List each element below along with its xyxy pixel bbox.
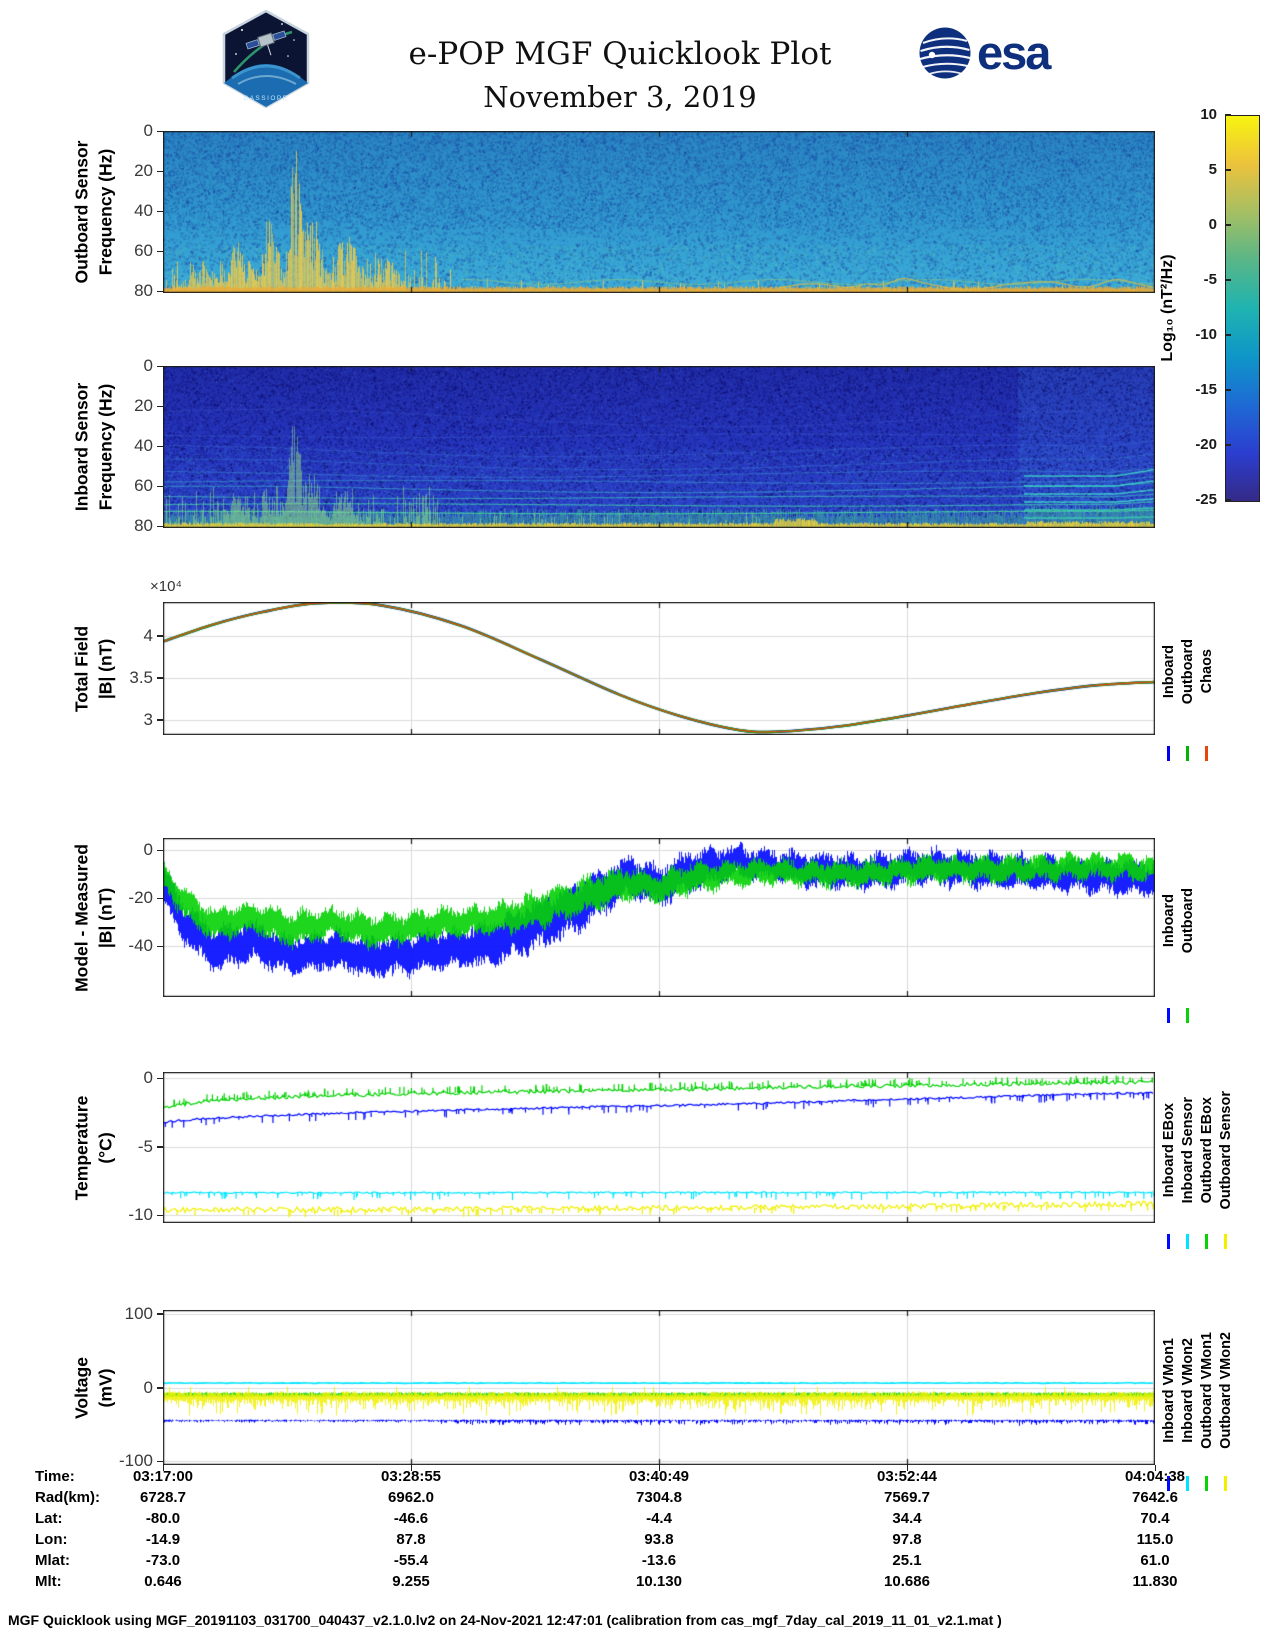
voltage-plot	[163, 1310, 1155, 1465]
legend-entry-inboard-ebox	[1160, 1072, 1177, 1249]
model-minus-measured-panel	[163, 838, 1155, 997]
legend-entry-inboard-vmon2	[1179, 1310, 1196, 1491]
outboard-spectrogram-ytick-40: 40	[134, 201, 153, 220]
esa-logo	[918, 26, 1049, 80]
outboard-spectrogram-ytick-20: 20	[134, 161, 153, 180]
total-field-ylabel-line1: Total Field	[71, 625, 92, 712]
total-field-plot	[163, 602, 1155, 735]
table-cell: 97.8	[892, 1531, 922, 1548]
table-cell: 87.8	[396, 1531, 426, 1548]
temperature-ytick--10: -10	[128, 1205, 153, 1225]
outboard-spectrogram-plot	[163, 131, 1155, 293]
table-cell: -80.0	[145, 1510, 181, 1527]
colorbar-tick--15: -15	[1195, 381, 1217, 398]
colorbar-tick--5: -5	[1203, 271, 1217, 288]
table-cell: 25.1	[892, 1552, 922, 1569]
legend-color-dash	[1186, 746, 1189, 761]
legend-label: Outboard VMon1	[1198, 1332, 1215, 1449]
legend-color-dash	[1205, 1234, 1208, 1249]
total-field-ytick-3: 3	[143, 709, 153, 729]
voltage-legend	[1160, 1310, 1234, 1491]
colorbar-tickmark	[1225, 169, 1231, 171]
legend-entry-outboard	[1179, 838, 1196, 1023]
legend-label: Inboard	[1160, 893, 1177, 948]
voltage-ytick-0: 0	[143, 1377, 153, 1397]
model-minus-measured-ytick--20: -20	[128, 888, 153, 908]
table-cell: 0.646	[144, 1573, 182, 1590]
total-field-ytick-3.5: 3.5	[129, 667, 153, 687]
temperature-legend	[1160, 1072, 1234, 1249]
colorbar-tickmark	[1225, 499, 1231, 501]
colorbar-tickmark	[1225, 334, 1231, 336]
legend-color-dash	[1167, 1008, 1170, 1023]
legend-color-dash	[1205, 1476, 1208, 1491]
legend-entry-outboard-vmon1	[1198, 1310, 1215, 1491]
table-cell: 6962.0	[388, 1489, 434, 1506]
table-cell: 11.830	[1132, 1573, 1178, 1590]
legend-color-dash	[1167, 1234, 1170, 1249]
table-cell: -46.6	[393, 1510, 429, 1527]
colorbar-tickmark	[1225, 444, 1231, 446]
model-minus-measured-ytick-0: 0	[143, 840, 153, 860]
inboard-spectrogram-ytick-60: 60	[134, 476, 153, 495]
table-cell: 10.686	[884, 1573, 930, 1590]
legend-entry-chaos	[1198, 602, 1215, 761]
figure-title: e-POP MGF Quicklook Plot	[408, 36, 832, 72]
esa-globe-icon	[918, 26, 972, 80]
inboard-spectrogram-ytick-80: 80	[134, 516, 153, 535]
table-cell: 7569.7	[884, 1489, 930, 1506]
legend-label: Outboard	[1179, 638, 1196, 705]
inboard-spectrogram-panel	[163, 366, 1155, 528]
inboard-spectrogram-plot	[163, 366, 1155, 528]
temperature-ytick-0: 0	[143, 1068, 153, 1088]
legend-label: Inboard EBox	[1160, 1103, 1177, 1198]
table-cell: -55.4	[393, 1552, 429, 1569]
outboard-spectrogram-ytick-0: 0	[143, 121, 153, 140]
outboard-spectrogram-ytick-60: 60	[134, 241, 153, 260]
total-field-panel	[163, 602, 1155, 735]
colorbar-tickmark	[1225, 114, 1231, 116]
table-cell: -73.0	[145, 1552, 181, 1569]
colorbar-tick-0: 0	[1208, 216, 1217, 233]
table-cell: 7304.8	[636, 1489, 682, 1506]
temperature-plot	[163, 1072, 1155, 1223]
esa-wordmark: esa	[977, 26, 1050, 79]
legend-color-dash	[1224, 1476, 1227, 1491]
outboard-spectrogram-panel	[163, 131, 1155, 293]
legend-label: Outboard Sensor	[1217, 1091, 1234, 1210]
table-row-label: Lat:	[35, 1510, 63, 1527]
model-minus-measured-legend	[1160, 838, 1196, 1023]
table-row-label: Rad(km):	[35, 1489, 101, 1506]
inboard-spectrogram-ytick-40: 40	[134, 436, 153, 455]
table-cell: 7642.6	[1132, 1489, 1178, 1506]
table-cell: 70.4	[1140, 1510, 1170, 1527]
table-row-label: Lon:	[35, 1531, 68, 1548]
inboard-spectrogram-ylabel-line1: Inboard Sensor	[71, 382, 92, 512]
colorbar-tickmark	[1225, 389, 1231, 391]
colorbar-tick--10: -10	[1195, 326, 1217, 343]
legend-color-dash	[1186, 1008, 1189, 1023]
colorbar-tick--25: -25	[1195, 491, 1217, 508]
legend-color-dash	[1224, 1234, 1227, 1249]
table-cell: -14.9	[145, 1531, 181, 1548]
legend-label: Inboard Sensor	[1179, 1097, 1196, 1204]
table-cell: 03:28:55	[380, 1468, 442, 1485]
table-row-label: Mlt:	[35, 1573, 62, 1590]
table-cell: 115.0	[1136, 1531, 1174, 1548]
legend-entry-inboard-sensor	[1179, 1072, 1196, 1249]
table-row-label: Mlat:	[35, 1552, 70, 1569]
total-field-ylabel-line2: |B| (nT)	[95, 638, 116, 699]
voltage-ylabel-line2: (mV)	[95, 1368, 116, 1407]
legend-color-dash	[1186, 1476, 1189, 1491]
temperature-ylabel-line1: Temperature	[71, 1095, 92, 1200]
legend-color-dash	[1205, 746, 1208, 761]
legend-entry-outboard	[1179, 602, 1196, 761]
model-minus-measured-ylabel-line2: |B| (nT)	[95, 887, 116, 948]
colorbar-tick-10: 10	[1200, 106, 1217, 123]
voltage-ytick--100: -100	[118, 1451, 153, 1471]
legend-entry-inboard	[1160, 602, 1177, 761]
legend-label: Chaos	[1198, 649, 1215, 694]
table-cell: 61.0	[1140, 1552, 1170, 1569]
colorbar-label: Log₁₀ (nT²/Hz)	[1159, 253, 1176, 362]
temperature-panel	[163, 1072, 1155, 1223]
legend-entry-inboard-vmon1	[1160, 1310, 1177, 1491]
inboard-spectrogram-ytick-0: 0	[143, 356, 153, 375]
legend-entry-outboard-vmon2	[1217, 1310, 1234, 1491]
table-cell: 34.4	[892, 1510, 922, 1527]
table-cell: 03:52:44	[876, 1468, 938, 1485]
inboard-spectrogram-ytick-20: 20	[134, 396, 153, 415]
legend-label: Outboard VMon2	[1217, 1332, 1234, 1449]
outboard-spectrogram-ylabel-line1: Outboard Sensor	[71, 140, 92, 284]
outboard-spectrogram-ylabel-line2: Frequency (Hz)	[95, 148, 116, 276]
temperature-ytick--5: -5	[137, 1136, 153, 1156]
patch-mission-name: CASSIOPE	[243, 95, 289, 102]
legend-color-dash	[1167, 746, 1170, 761]
temperature-ylabel-line2: (°C)	[95, 1131, 116, 1164]
colorbar-tick-5: 5	[1208, 161, 1217, 178]
voltage-panel	[163, 1310, 1155, 1465]
total-field-legend	[1160, 602, 1215, 761]
legend-entry-outboard-sensor	[1217, 1072, 1234, 1249]
outboard-spectrogram-ytick-80: 80	[134, 281, 153, 300]
table-row-label: Time:	[35, 1468, 75, 1485]
model-minus-measured-ytick--40: -40	[128, 936, 153, 956]
table-cell: 04:04:38	[1124, 1468, 1186, 1485]
legend-label: Inboard VMon1	[1160, 1338, 1177, 1443]
model-minus-measured-ylabel-line1: Model - Measured	[71, 843, 92, 992]
voltage-ylabel-line1: Voltage	[71, 1356, 92, 1419]
colorbar-tickmark	[1225, 224, 1231, 226]
legend-entry-outboard-ebox	[1198, 1072, 1215, 1249]
colorbar-tickmark	[1225, 279, 1231, 281]
table-cell: 93.8	[644, 1531, 674, 1548]
table-cell: -4.4	[646, 1510, 672, 1527]
legend-color-dash	[1186, 1234, 1189, 1249]
legend-entry-inboard	[1160, 838, 1177, 1023]
legend-label: Inboard	[1160, 644, 1177, 699]
table-cell: 10.130	[636, 1573, 682, 1590]
table-cell: -13.6	[641, 1552, 677, 1569]
legend-label: Inboard VMon2	[1179, 1338, 1196, 1443]
voltage-ytick-100: 100	[124, 1303, 153, 1323]
table-cell: 03:40:49	[628, 1468, 690, 1485]
figure-date: November 3, 2019	[483, 80, 757, 114]
footer-caption: MGF Quicklook using MGF_20191103_031700_040437_v2.1.0.lv2 on 24-Nov-2021 12:47:01 (calibration from cas_mgf_7day_cal_2019_11_01_v2.1.mat )	[8, 1612, 1002, 1628]
legend-label: Outboard EBox	[1198, 1097, 1215, 1204]
table-cell: 03:17:00	[132, 1468, 194, 1485]
table-cell: 9.255	[392, 1573, 430, 1590]
colorbar-tick--20: -20	[1195, 436, 1217, 453]
total-field-exponent-label: ×10⁴	[150, 578, 182, 595]
legend-label: Outboard	[1179, 887, 1196, 954]
total-field-ytick-4: 4	[143, 625, 153, 645]
inboard-spectrogram-ylabel-line2: Frequency (Hz)	[95, 383, 116, 511]
table-cell: 6728.7	[140, 1489, 186, 1506]
model-minus-measured-plot	[163, 838, 1155, 997]
